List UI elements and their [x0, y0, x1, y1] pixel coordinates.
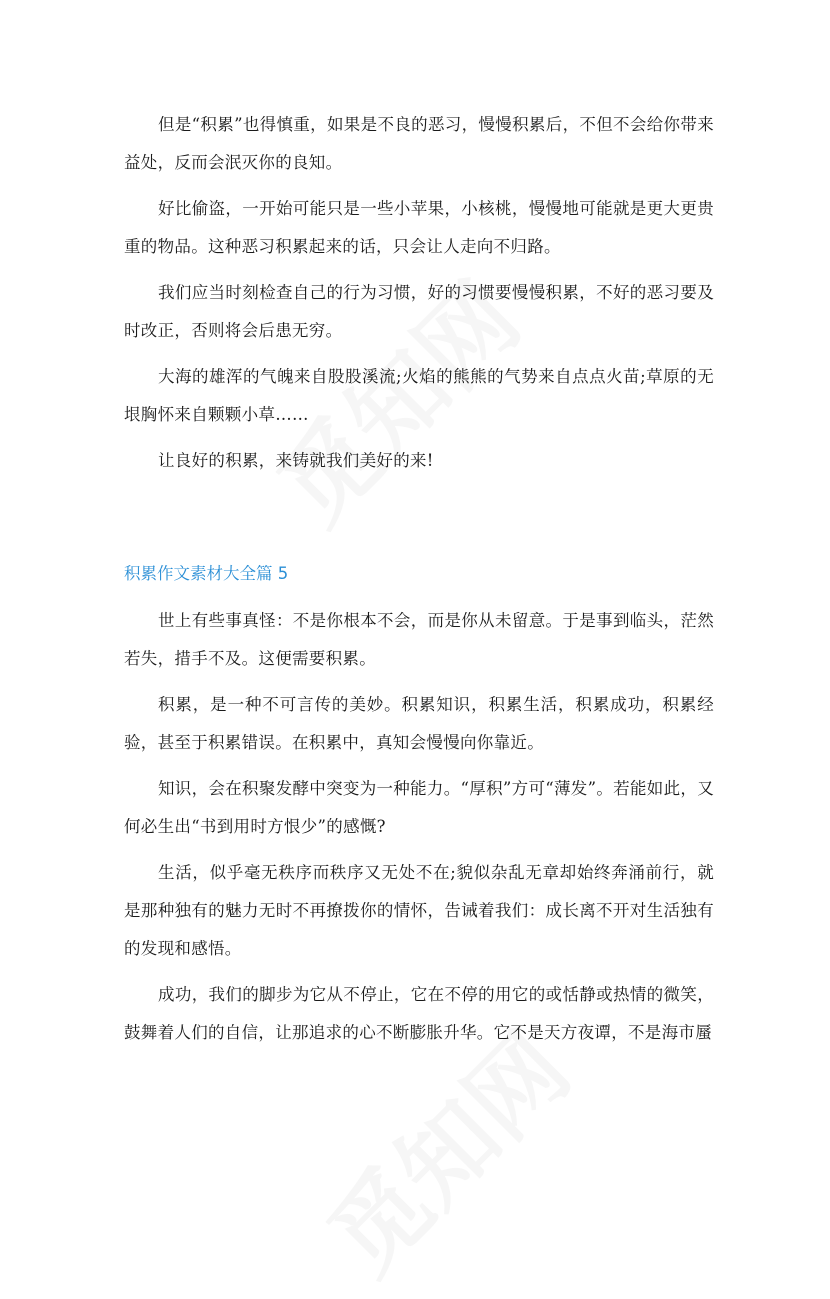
paragraph: 成功，我们的脚步为它从不停止，它在不停的用它的或恬静或热情的微笑，鼓舞着人们的自信，让那追求的心不断膨胀升华。它不是天方夜谭，不是海市蜃: [124, 985, 714, 1042]
section-heading: 积累作文素材大全篇 5: [124, 564, 289, 583]
paragraph: 世上有些事真怪：不是你根本不会，而是你从未留意。于是事到临头，茫然若失，措手不及。这便需要积累。: [124, 611, 714, 668]
paragraph: 但是“积累”也得慎重，如果是不良的恶习，慢慢积累后，不但不会给你带来益处，反而会泯灭你的良知。: [124, 115, 714, 172]
paragraph: 让良好的积累，来铸就我们美好的来!: [158, 451, 434, 470]
paragraph: 生活，似乎毫无秩序而秩序又无处不在;貌似杂乱无章却始终奔涌前行，就是那种独有的魅力无时不再撩拨你的情怀，告诫着我们：成长离不开对生活独有的发现和感悟。: [124, 863, 714, 958]
paragraph: 好比偷盗，一开始可能只是一些小苹果，小核桃，慢慢地可能就是更大更贵重的物品。这种恶习积累起来的话，只会让人走向不归路。: [124, 199, 714, 256]
paragraph: 积累，是一种不可言传的美妙。积累知识，积累生活，积累成功，积累经验，甚至于积累错误。在积累中，真知会慢慢向你靠近。: [124, 695, 714, 752]
paragraph: 我们应当时刻检查自己的行为习惯，好的习惯要慢慢积累，不好的恶习要及时改正，否则将会后患无穷。: [124, 283, 714, 340]
paragraph: 大海的雄浑的气魄来自股股溪流;火焰的熊熊的气势来自点点火苗;草原的无垠胸怀来自颗颗小草……: [124, 367, 714, 424]
paragraph: 知识，会在积聚发酵中突变为一种能力。“厚积”方可“薄发”。若能如此，又何必生出“书到用时方恨少”的感慨?: [124, 779, 714, 836]
